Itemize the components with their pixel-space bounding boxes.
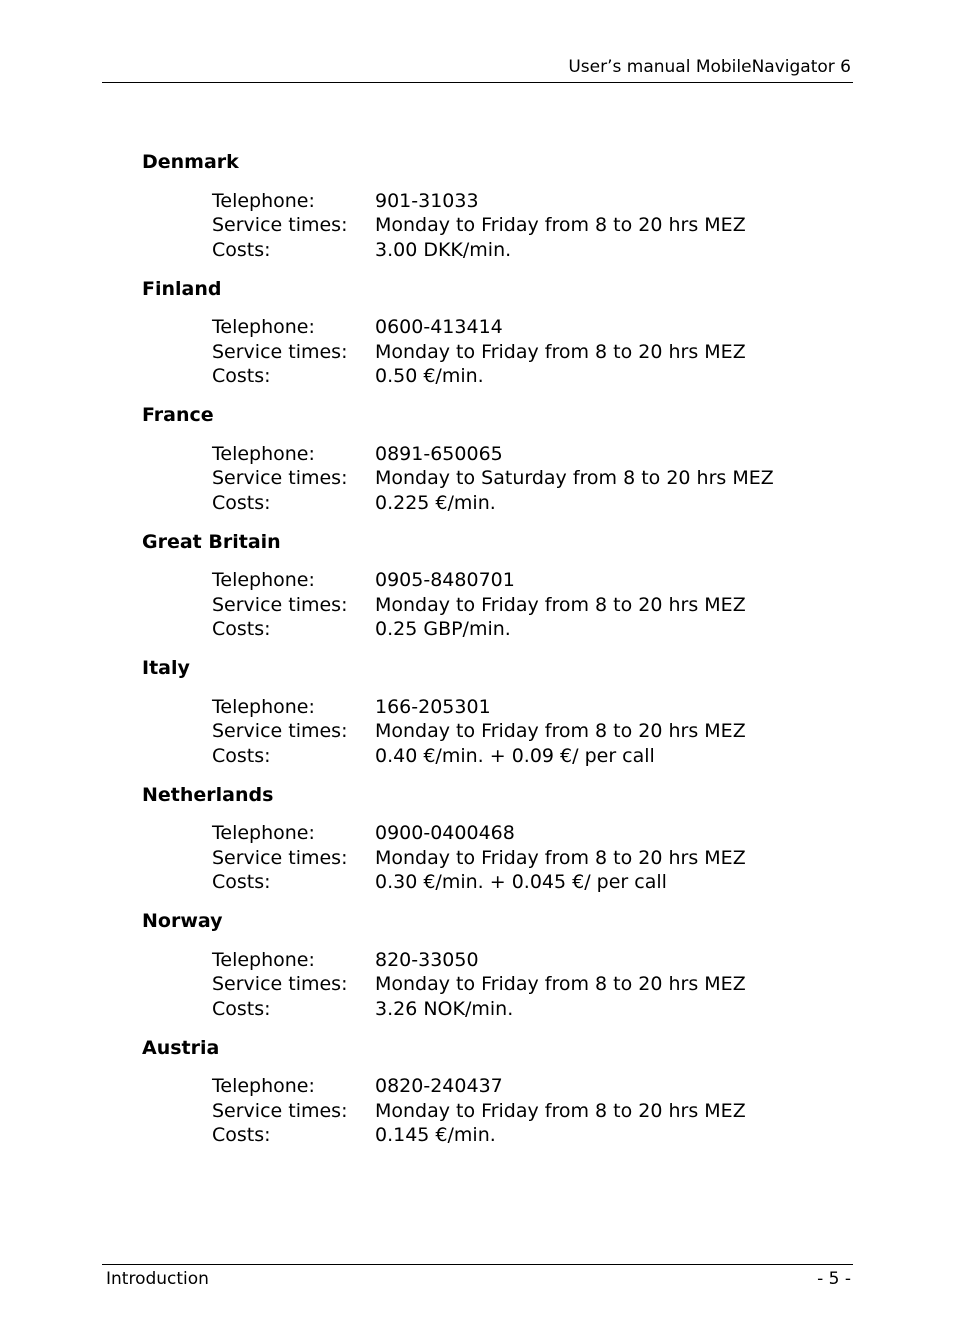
costs-row (212, 364, 842, 389)
country-heading: Great Britain (142, 530, 281, 553)
service-times-row (212, 593, 842, 618)
service-times-row (212, 1099, 842, 1124)
service-times-value: Monday to Friday from 8 to 20 hrs MEZ (375, 973, 746, 995)
service-times-label: Service times: (212, 720, 348, 742)
service-times-value: Monday to Friday from 8 to 20 hrs MEZ (375, 1099, 746, 1122)
costs-value: 0.40 €/min. + 0.09 €/ per call (375, 744, 655, 767)
telephone-label: Telephone: (212, 1075, 315, 1097)
telephone-row (212, 568, 842, 593)
service-times-row (212, 972, 842, 997)
telephone-row (212, 948, 842, 973)
service-times-value: Monday to Friday from 8 to 20 hrs MEZ (375, 720, 746, 742)
telephone-label: Telephone: (212, 316, 315, 338)
country-section-great-britain (142, 529, 842, 642)
telephone-row (212, 821, 842, 846)
support-contacts-list (142, 149, 842, 1161)
telephone-label: Telephone: (212, 442, 315, 465)
telephone-label: Telephone: (212, 569, 315, 591)
service-times-label: Service times: (212, 973, 348, 995)
service-times-label: Service times: (212, 340, 348, 363)
footer-section-name: Introduction (106, 1269, 209, 1289)
costs-row (212, 744, 842, 769)
costs-label: Costs: (212, 871, 271, 893)
telephone-label: Telephone: (212, 822, 315, 844)
telephone-row (212, 695, 842, 720)
country-heading: Netherlands (142, 783, 274, 806)
service-times-label: Service times: (212, 214, 348, 236)
costs-label: Costs: (212, 997, 271, 1020)
header-title: User’s manual MobileNavigator 6 (568, 57, 851, 77)
telephone-value: 901-31033 (375, 189, 479, 212)
costs-label: Costs: (212, 238, 271, 261)
service-times-label: Service times: (212, 593, 348, 616)
service-times-row (212, 466, 842, 491)
country-section-france (142, 402, 842, 515)
costs-label: Costs: (212, 744, 271, 767)
country-section-italy (142, 655, 842, 768)
costs-row (212, 238, 842, 263)
costs-value: 0.50 €/min. (375, 365, 484, 387)
country-heading: France (142, 404, 214, 426)
country-heading: Austria (142, 1036, 220, 1059)
costs-row (212, 617, 842, 642)
costs-row (212, 1123, 842, 1148)
telephone-label: Telephone: (212, 695, 315, 718)
country-section-norway (142, 908, 842, 1021)
country-heading: Denmark (142, 151, 239, 173)
costs-value: 0.30 €/min. + 0.045 €/ per call (375, 871, 667, 893)
costs-value: 0.145 €/min. (375, 1124, 496, 1146)
telephone-row (212, 442, 842, 467)
service-times-value: Monday to Friday from 8 to 20 hrs MEZ (375, 214, 746, 236)
country-section-netherlands (142, 782, 842, 895)
costs-label: Costs: (212, 365, 271, 387)
service-times-value: Monday to Friday from 8 to 20 hrs MEZ (375, 340, 746, 363)
country-section-finland (142, 276, 842, 389)
costs-row (212, 997, 842, 1022)
telephone-value: 166-205301 (375, 695, 491, 718)
service-times-row (212, 213, 842, 238)
costs-value: 3.00 DKK/min. (375, 238, 512, 261)
telephone-value: 0891-650065 (375, 442, 503, 465)
costs-label: Costs: (212, 1124, 271, 1146)
telephone-row (212, 315, 842, 340)
service-times-row (212, 340, 842, 365)
service-times-label: Service times: (212, 467, 348, 489)
telephone-label: Telephone: (212, 189, 315, 212)
telephone-value: 0600-413414 (375, 316, 503, 338)
telephone-row (212, 1074, 842, 1099)
service-times-value: Monday to Saturday from 8 to 20 hrs MEZ (375, 467, 774, 489)
costs-value: 3.26 NOK/min. (375, 997, 514, 1020)
country-heading: Italy (142, 657, 190, 679)
service-times-row (212, 719, 842, 744)
footer-page-number: - 5 - (817, 1269, 851, 1289)
costs-row (212, 870, 842, 895)
costs-value: 0.25 GBP/min. (375, 618, 511, 640)
telephone-value: 0905-8480701 (375, 569, 515, 591)
telephone-value: 0900-0400468 (375, 822, 515, 844)
service-times-value: Monday to Friday from 8 to 20 hrs MEZ (375, 593, 746, 616)
telephone-value: 0820-240437 (375, 1075, 503, 1097)
page-footer (102, 1264, 853, 1295)
country-section-austria (142, 1035, 842, 1148)
costs-value: 0.225 €/min. (375, 491, 496, 514)
country-heading: Finland (142, 277, 222, 300)
telephone-row (212, 189, 842, 214)
page-header (102, 0, 853, 83)
costs-row (212, 491, 842, 516)
service-times-label: Service times: (212, 846, 348, 869)
country-section-denmark (142, 149, 842, 262)
costs-label: Costs: (212, 618, 271, 640)
country-heading: Norway (142, 910, 223, 932)
service-times-row (212, 846, 842, 871)
telephone-value: 820-33050 (375, 948, 479, 971)
telephone-label: Telephone: (212, 948, 315, 971)
service-times-value: Monday to Friday from 8 to 20 hrs MEZ (375, 846, 746, 869)
costs-label: Costs: (212, 491, 271, 514)
service-times-label: Service times: (212, 1099, 348, 1122)
